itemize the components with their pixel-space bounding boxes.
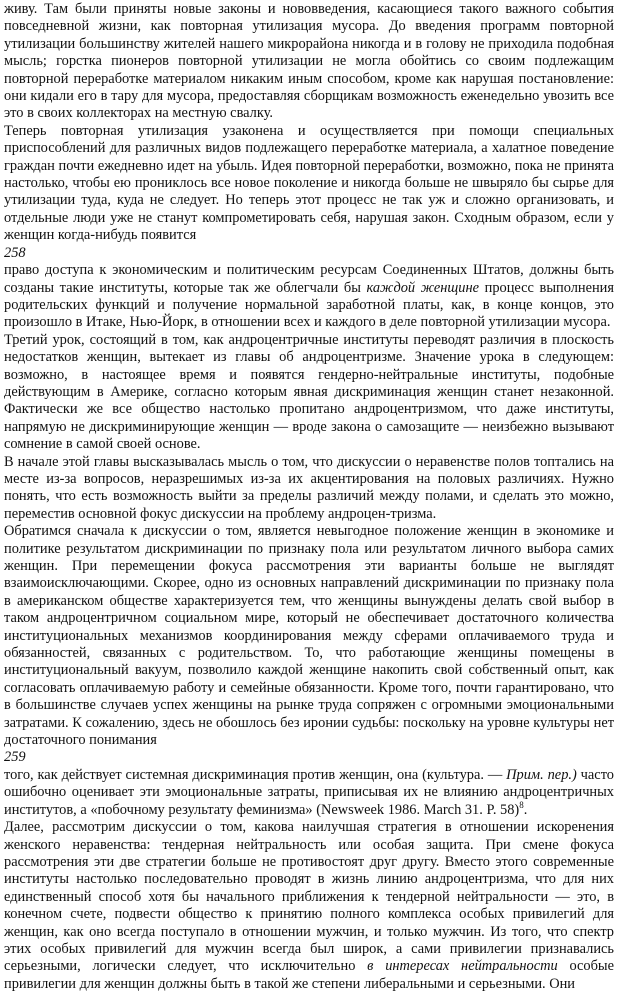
paragraph-text: . (523, 801, 528, 818)
paragraph-text: того, как действует системная дискриминация против женщин, она (культура. — (4, 766, 507, 783)
emphasized-text: Прим. пер.) (506, 766, 577, 783)
paragraph (4, 767, 614, 819)
paragraph-text: право доступа к экономическим и политическим ресурсам Соединенных Штатов, должны быть созданы такие институты, которые так же облегчали бы (4, 262, 614, 296)
page-number-marker: 259 (4, 749, 26, 766)
paragraph (4, 454, 614, 524)
page-number-marker: 258 (4, 244, 26, 261)
paragraph-text: В начале этой главы высказывалась мысль о том, что дискуссии о неравенстве полов топтались на месте из-за вопросов, неразрешимых из-за их акцентирования на половых различиях. Нужно понять, что есть возможность выйти за пределы различий между полами, и сделать это можно, переместив основной фокус дискуссии на проблему андроцен-тризма. (4, 453, 614, 522)
paragraph (4, 332, 614, 454)
paragraph-text: Теперь повторная утилизация узаконена и осуществляется при помощи специальных приспособлений для различных видов подлежащего переработке материала, а халатное поведение граждан почти ежедневно идет на убыль. Идея повторной переработки, возможно, пока не принята настолько, чтобы ею прониклось все новое поколение и никогда больше не швыряло бы сырье для утилизации туда, куда не следует. Но теперь этот процесс не так уж и сложно организовать, и отдельные люди уже не станут компрометировать себя, нарушая закон. Сходным образом, если у женщин когда-нибудь появится (4, 122, 614, 244)
paragraph-text: процесс выполнения родительских функций и получение нормальной заработной платы, как, в конце концов, это произошло в Итаке, Нью-Йорк, в отношении всех и каждого в деле повторной утилизации мусора. (4, 279, 614, 331)
paragraph-text: живу. Там были приняты новые законы и нововведения, касающиеся такого важного события повседневной жизни, как повторная утилизация мусора. До введения программ повторной утилизации большинству жителей нашего микрорайона никогда и в голову не приходила подобная мысль; горстка пионеров повторной утилизации не могла обойтись со своим подлежащим повторной переработке материалом никаким иным способом, кроме как нарушая постановление: они кидали его в тару для мусора, предоставляя сборщикам возможность еженедельно увозить все это в своих коллекторах на местную свалку. (4, 1, 614, 122)
emphasized-text: в интересах нейтральности (367, 958, 558, 975)
paragraph (4, 262, 614, 332)
paragraph (4, 123, 614, 245)
paragraph-text: Далее, рассмотрим дискуссии о том, какова наилучшая стратегия в отношении искоренения женского неравенства: тендерная нейтральность или особая защита. При смене фокуса рассмотрения эти две стратегии больше не противостоят друг другу. Вместо этого современные институты настолько последовательно проводят в жизнь линию андроцентризма, что для них единственный способ хотя бы начального приближения к тендерной нейтральности — это, в конечном счете, подвести общество к принятию полного комплекса особых привилегий для женщин, как оно всегда поступало в отношении мужчин, и только мужчин. Из того, что спектр этих особых привилегий для мужчин всегда был широк, а сами привилегии признавались серьезными, логически следует, что исключительно (4, 819, 614, 975)
paragraph-text: особые привилегии для женщин должны быть в такой же степени либеральными и серьезными. Они (4, 958, 614, 992)
paragraph (4, 523, 614, 749)
paragraph (4, 1, 614, 123)
paragraph-text: часто ошибочно оценивает эти эмоциональные затраты, приписывая их не влиянию андроцентричных институтов, а «побочному результату феминизма» (Newsweek 1986. March 31. P. 58) (4, 766, 614, 818)
paragraph (4, 819, 614, 993)
emphasized-text: каждой женщине (366, 279, 480, 296)
paragraph-text: Обратимся сначала к дискуссии о том, является невыгодное положение женщин в экономике и политике результатом дискриминации по признаку пола или результатом личного выбора самих женщин. При перемещении фокуса рассмотрения эти варианты больше не выглядят взаимоисключающими. Скорее, одно из основных направлений дискриминации по признаку пола в американском обществе характеризуется тем, что женщины вынуждены делать свой выбор в таком андроцентричном социальном мире, который не обеспечивает достаточного количества институциональных механизмов координирования между сферами оплачиваемого труда и обязанностей, связанных с родительством. То, что работающие женщины помещены в институциональный вакуум, позволило каждой женщине накопить свой собственный опыт, как согласовать оплачиваемую работу и семейные обязанности. Кроме того, почти гарантировано, что в большинстве случаев успех женщины на рынке труда сопряжен с огромными эмоциональными затратами. К сожалению, здесь не обошлось без иронии судьбы: поскольку на уровне культуры нет достаточного понимания (4, 523, 614, 749)
paragraph-text: Третий урок, состоящий в том, как андроцентричные институты переводят различия в плоскость недостатков женщин, вытекает из главы об андроцентризме. Значение урока в следующем: возможно, в настоящее время и появятся гендерно-нейтральные институты, подобные действующим в Америке, согласно которым явная дискриминация женщин станет незаконной. Фактически же все общество настолько пропитано андроцентризмом, что даже институты, напрямую не дискриминирующие женщин — вроде закона о самозащите — неизбежно вызывают сомнение в самой своей основе. (4, 331, 614, 453)
footnote-reference[interactable]: 8 (519, 799, 524, 810)
